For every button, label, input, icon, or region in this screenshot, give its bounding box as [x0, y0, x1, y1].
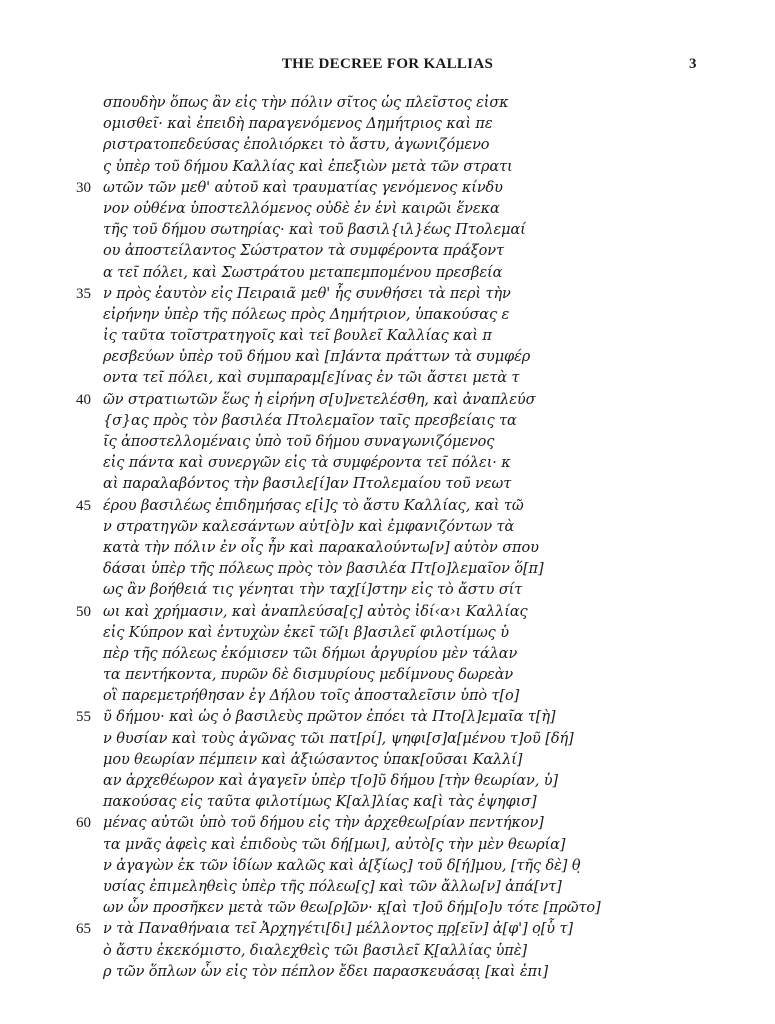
line-text: ως ἂν βοήθειά τις γένηται τὴν ταχ[ί]στην εἰς τὸ ἄστυ σίτ: [103, 582, 523, 599]
text-line: [0, 941, 775, 962]
text-line: [0, 623, 775, 644]
page-number: 3: [689, 56, 697, 72]
line-text: α τεῖ πόλει, καὶ Σωστράτου μεταπεμπομένου πρεσβεία: [103, 264, 503, 281]
line-text: οντα τεῖ πόλει, καὶ συμπαραμ[ε]ίνας ἐν τῶι ἄστει μετὰ τ: [103, 370, 520, 387]
line-number: 60: [76, 815, 91, 832]
line-text: ν τὰ Παναθήναια τεῖ Ἀρχηγέτι[δι] μέλλοντος π̣ρ̣[εῖν] ἀ[φ'] ο̣[ὗ τ]: [103, 921, 573, 938]
text-line: [0, 241, 775, 262]
running-title: THE DECREE FOR KALLIAS: [281, 56, 494, 72]
text-line: [0, 220, 775, 241]
line-text: ωι καὶ χρήμασιν, καὶ ἀναπλεύσα[ς] αὐτὸς ἰδί‹α›ι Καλλίας: [103, 603, 528, 620]
line-text: δάσαι ὑπὲρ τῆς πόλεως πρὸς τὸν βασιλέα Πτ[ο]λεμαῖον ὅ[π]: [103, 561, 544, 578]
text-line: [0, 602, 775, 623]
line-number: 45: [76, 497, 91, 514]
line-text: ν στρατηγῶν καλεσάντων αὐτ[ὸ]ν καὶ ἐμφανιζόντων τὰ: [103, 518, 515, 535]
text-line: [0, 919, 775, 940]
line-text: ν θυσίαν καὶ τοὺς ἀγῶνας τῶι πατ[ρί], ψηφι[σ]α[μένου τ]οῦ [δή]: [103, 730, 574, 747]
line-number: 55: [76, 709, 91, 726]
line-text: ς ὑπὲρ τοῦ δήμου Καλλίας καὶ ἐπεξιὼν μετὰ τῶν στρατι: [103, 158, 513, 175]
line-text: ῦ δήμου· καὶ ὡς ὁ βασιλεὺς πρῶτον ἐπόει τὰ Πτο[λ]εμαῖα τ[ὴ]: [103, 709, 556, 726]
text-line: [0, 898, 775, 919]
text-line: [0, 792, 775, 813]
line-text: ωτῶν τῶν μεθ' αὐτοῦ καὶ τραυματίας γενόμενος κίνδυ: [103, 179, 503, 196]
text-line: [0, 326, 775, 347]
line-text: ων ὧν προσῆκεν μετὰ τῶν θεω[ρ]ῶν· κ̣[αὶ τ]οῦ δήμ[ο]υ τότε [πρῶτο]: [103, 900, 601, 917]
text-line: [0, 496, 775, 517]
text-line: [0, 284, 775, 305]
line-text: ῶν στρατιωτῶν ἕως ἡ εἰρήνη σ[υ]νετελέσθη, καὶ ἀναπλεύσ: [103, 391, 536, 408]
line-text: μου θεωρίαν πέμπειν καὶ ἀξιώσαντος ὑπακ[οῦσαι Καλλί]: [103, 751, 523, 768]
text-line: [0, 750, 775, 771]
line-number: 50: [76, 603, 91, 620]
text-line: [0, 665, 775, 686]
text-line: [0, 263, 775, 284]
text-line: [0, 538, 775, 559]
line-text: τῆς τοῦ δήμου σωτηρίας· καὶ τοῦ βασιλ{ιλ}έως Πτολεμαί: [103, 222, 526, 239]
line-text: πακούσας εἰς ταῦτα φιλοτίμως Κ[αλ]λίας κα[ὶ τὰς ἐψηφισ]: [103, 794, 537, 811]
text-line: [0, 559, 775, 580]
line-text: εἰρήνην ὑπὲρ τῆς πόλεως πρὸς Δημήτριον, ὑπακούσας ε: [103, 306, 510, 323]
line-text: τα πεντήκοντα, πυρῶν δὲ δισμυρίους μεδίμνους δωρεὰν: [103, 667, 514, 684]
line-text: ν πρὸς ἑαυτὸν εἰς Πειραιᾶ μεθ' ἧς συνθήσει τὰ περὶ τὴν: [103, 285, 511, 302]
text-line: [0, 686, 775, 707]
line-text: νον οὐθένα ὑποστελλόμενος οὐδὲ ἐν ἑνὶ καιρῶι ἕνεκα: [103, 200, 500, 217]
page-header: [0, 56, 775, 76]
line-text: ῖς ἀποστελλομέναις ὑπὸ τοῦ δήμου συναγωνιζόμενος: [103, 434, 495, 450]
text-line: [0, 305, 775, 326]
text-line: [0, 877, 775, 898]
line-text: σπουδὴν ὅπως ἂν εἰς τὴν πόλιν σῖτος ὡς πλεῖστος εἰσκ: [103, 95, 509, 111]
text-line: [0, 199, 775, 220]
line-number: 65: [76, 921, 91, 938]
text-line: [0, 135, 775, 156]
text-line: [0, 347, 775, 368]
line-text: ἰς ταῦτα τοῖστρατηγοῖς καὶ τεῖ βουλεῖ Καλλίας καὶ π: [103, 328, 492, 345]
text-line: [0, 157, 775, 178]
text-line: [0, 813, 775, 834]
line-text: κατὰ τὴν πόλιν ἐν οἷς ἦν καὶ παρακαλούντω[ν] αὐτὸν σπου: [103, 539, 539, 556]
text-line: [0, 707, 775, 728]
line-text: μένας αὐτῶι ὑπὸ τοῦ δήμου εἰς τὴν ἀρχεθεω[ρίαν πεντήκον]: [103, 815, 544, 832]
text-line: [0, 644, 775, 665]
text-line: [0, 580, 775, 601]
text-line: [0, 93, 775, 114]
line-text: εἰς πάντα καὶ συνεργῶν εἰς τὰ συμφέροντα τεῖ πόλει· κ: [103, 455, 511, 472]
line-text: ὸ ἄστυ ἐκεκόμιστο, διαλεχθεὶς τῶι βασιλεῖ Κ̣[αλλίας ὑπὲ]: [103, 942, 527, 959]
line-text: πὲρ τῆς πόλεως ἐκόμισεν τῶι δήμωι ἀργυρίου μὲν τάλαν: [103, 645, 518, 662]
text-line: [0, 368, 775, 389]
line-text: {σ}ας πρὸς τὸν βασιλέα Πτολεμαῖον ταῖς πρεσβείαις τα: [103, 412, 517, 429]
line-text: τα μνᾶς ἀφεὶς καὶ ἐπιδοὺς τῶι δή[μωι], αὐτὸ[ς τὴν μὲν θεωρία]: [103, 836, 566, 853]
line-number: 30: [76, 179, 91, 196]
line-text: αὶ παραλαβόντος τὴν βασιλε[ί]αν Πτολεμαίου τοῦ νεωτ: [103, 476, 512, 493]
line-text: έρου βασιλέως ἐπιδημήσας ε[ἰ]ς τὸ ἄστυ Καλλίας, καὶ τῶ: [103, 497, 524, 514]
line-number: 40: [76, 391, 91, 408]
line-text: ομισθεῖ· καὶ ἐπειδὴ παραγενόμενος Δημήτριος καὶ πε: [103, 116, 493, 133]
text-line: [0, 856, 775, 877]
line-text: ριστρατοπεδεύσας ἐπολιόρκει τὸ ἄστυ, ἀγωνιζόμενο: [103, 137, 490, 154]
line-number: 35: [76, 285, 91, 302]
text-line: [0, 771, 775, 792]
text-line: [0, 178, 775, 199]
text-line: [0, 411, 775, 432]
line-text: υσίας ἐπιμεληθεὶς ὑπὲρ τῆς πόλεω[ς] καὶ τῶν ἄλλω[ν] ἀπά[ντ]: [103, 878, 562, 895]
inscription-text: [0, 93, 775, 983]
text-line: [0, 962, 775, 983]
text-line: [0, 390, 775, 411]
text-line: [0, 432, 775, 453]
line-text: ου ἀποστείλαντος Σώστρατον τὰ συμφέροντα πράξοντ: [103, 243, 504, 260]
text-line: [0, 729, 775, 750]
line-text: εἰς Κύπρον καὶ ἐντυχὼν ἐκεῖ τῶ[ι β]ασιλεῖ φιλοτίμως ὑ: [103, 624, 509, 641]
line-text: οἳ παρεμετρήθησαν ἐγ Δήλου τοῖς ἀποσταλεῖσιν ὑπὸ τ[ο]: [103, 688, 520, 705]
text-line: [0, 835, 775, 856]
line-text: ρ τῶν ὅπλων ὧν εἰς τὸν πέπλον ἔδει παρασκευάσα̣ι̣ [καὶ ἐπι]: [103, 963, 549, 980]
text-line: [0, 114, 775, 135]
line-text: ρεσβεύων ὑπὲρ τοῦ δήμου καὶ [π]άντα πράττων τὰ συμφέρ: [103, 349, 531, 366]
text-line: [0, 517, 775, 538]
text-line: [0, 474, 775, 495]
line-text: αν ἀρχεθέωρον καὶ ἀγαγεῖν ὑπὲρ τ[ο]ῦ δήμου [τὴν θεωρίαν, ὑ]: [103, 773, 558, 789]
line-text: ν ἀγαγὼν ἐκ τῶν ἰδίων καλῶς καὶ ἀ[ξίως] τοῦ δ[ή]μου, [τῆς δὲ] θ̣: [103, 857, 581, 874]
text-line: [0, 453, 775, 474]
